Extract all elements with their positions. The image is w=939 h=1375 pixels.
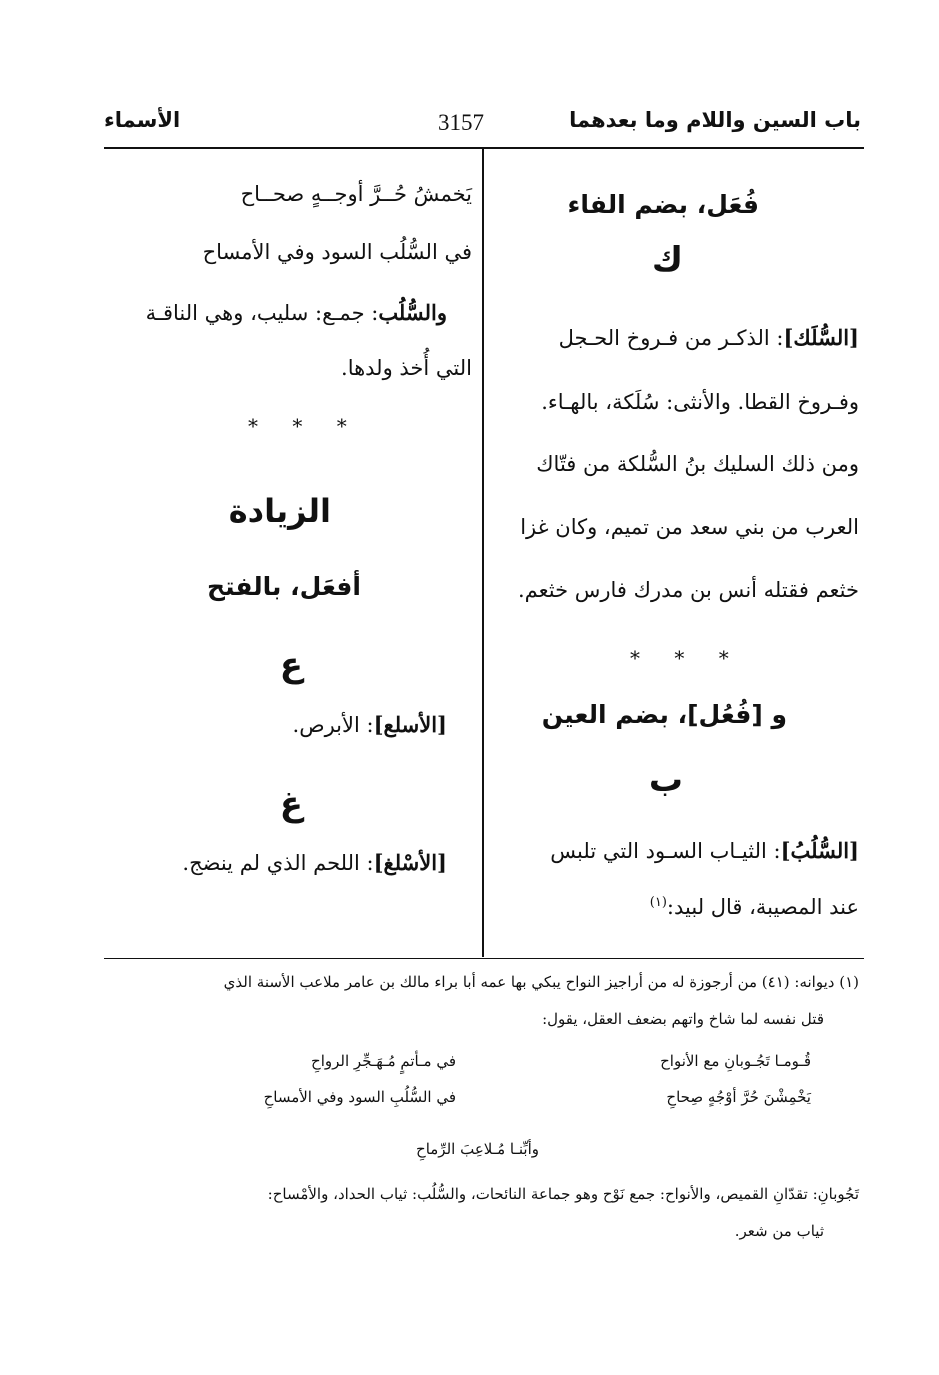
header-left-title: الأسماء bbox=[104, 108, 181, 132]
left-letter-1: ع bbox=[279, 645, 303, 685]
left-letter-2: غ bbox=[279, 784, 303, 824]
text-line: العرب من بني سعد من تميم، وكان غزا bbox=[520, 515, 859, 539]
footnote-rule bbox=[104, 958, 864, 959]
text-line: عند المصيبة، قال لبيد:$^{(١)}$ bbox=[649, 895, 859, 919]
footnote-line: (١) ديوانه: (٤١) من أرجوزة له من أراجيز النواح يبكي بها عمه أبا براء مالك بن عامر ملاعب الأسنة الذي bbox=[223, 973, 859, 991]
gloss-line: تَجُوبانِ: تقدّانِ القميص، والأنواح: جمع نَوْح وهو جماعة النائحات، والسُّلُب: ثياب الحداد، والأمْساح: bbox=[267, 1185, 859, 1203]
text-line: التي أُخذ ولدها. bbox=[341, 356, 472, 380]
entry-asligh bbox=[182, 850, 447, 875]
text-line: ومن ذلك السليك بنُ السُّلكة من فتّاك bbox=[536, 452, 859, 476]
left-heading: أفعَل، بالفتح bbox=[207, 572, 361, 601]
entry-text: : اللحم الذي لم ينضج. bbox=[182, 851, 374, 875]
footnote-line: قتل نفسه لما شاخ واتهم بضعف العقل، يقول: bbox=[542, 1010, 824, 1028]
entry-text: : جمـع: سليب، وهي الناقـة bbox=[145, 301, 379, 325]
entry-text: : الثيـاب السـود التي تلبس bbox=[550, 839, 781, 863]
section-title: الزيادة bbox=[228, 492, 331, 530]
verse-line: في السُّلُب السود وفي الأمساح bbox=[202, 240, 472, 264]
entry-text: : الذكـر من فـروخ الحـجل bbox=[558, 326, 784, 350]
verse-hemistich: يَخْمِشْنَ حُرَّ أوْجُهٍ صِحاحِ bbox=[666, 1088, 811, 1106]
entry-term: [الأسلع] bbox=[373, 712, 447, 737]
column-divider bbox=[482, 147, 484, 957]
entry-aslaa bbox=[293, 712, 447, 737]
entry-term: والسُّلُب bbox=[378, 300, 447, 325]
header-right-title: باب السين واللام وما بعدهما bbox=[569, 108, 861, 132]
section-separator: * * * bbox=[248, 414, 361, 438]
page-number: 3157 bbox=[438, 110, 484, 135]
entry-sulub-plural bbox=[146, 300, 447, 325]
entry-term: [الأسْلغ] bbox=[373, 850, 447, 875]
entry-term: [السُّلَك] bbox=[783, 325, 859, 350]
verse-line: يَخمشُ حُــرَّ أوجــهٍ صحــاح bbox=[240, 182, 472, 206]
right-letter-2: ب bbox=[648, 760, 683, 800]
section-separator: * * * bbox=[630, 646, 743, 670]
right-heading-2: و [فُعُل]، بضم العين bbox=[541, 700, 787, 729]
entry-term: [السُّلُبُ] bbox=[780, 838, 859, 863]
gloss-line: ثياب من شعر. bbox=[734, 1222, 824, 1240]
text-line: خثعم فقتله أنس بن مدرك فارس خثعم. bbox=[517, 578, 859, 602]
entry-text: : الأبرص. bbox=[292, 713, 374, 737]
header-rule bbox=[104, 147, 864, 149]
text-line: وفـروخ القطا. والأنثى: سُلَكة، بالهـاء. bbox=[541, 390, 859, 414]
footnote-marker: (١) bbox=[649, 895, 667, 910]
right-letter-1: ك bbox=[651, 240, 683, 280]
verse-hemistich: في السُّلُبِ السود وفي الأمساحِ bbox=[263, 1088, 456, 1106]
verse-hemistich: في مـأتمٍ مُـهَـجِّرِ الرواحِ bbox=[311, 1052, 456, 1070]
verse-hemistich: قُـومـا تَجُـوبانِ مع الأنواح bbox=[660, 1052, 811, 1070]
verse-center: وأبِّنـا مُـلاعِبَ الرِّماحِ bbox=[416, 1140, 539, 1158]
entry-sulub bbox=[550, 838, 859, 863]
right-heading-1: فُعَل، بضم الفاء bbox=[567, 190, 759, 219]
entry-sulak bbox=[559, 325, 859, 350]
